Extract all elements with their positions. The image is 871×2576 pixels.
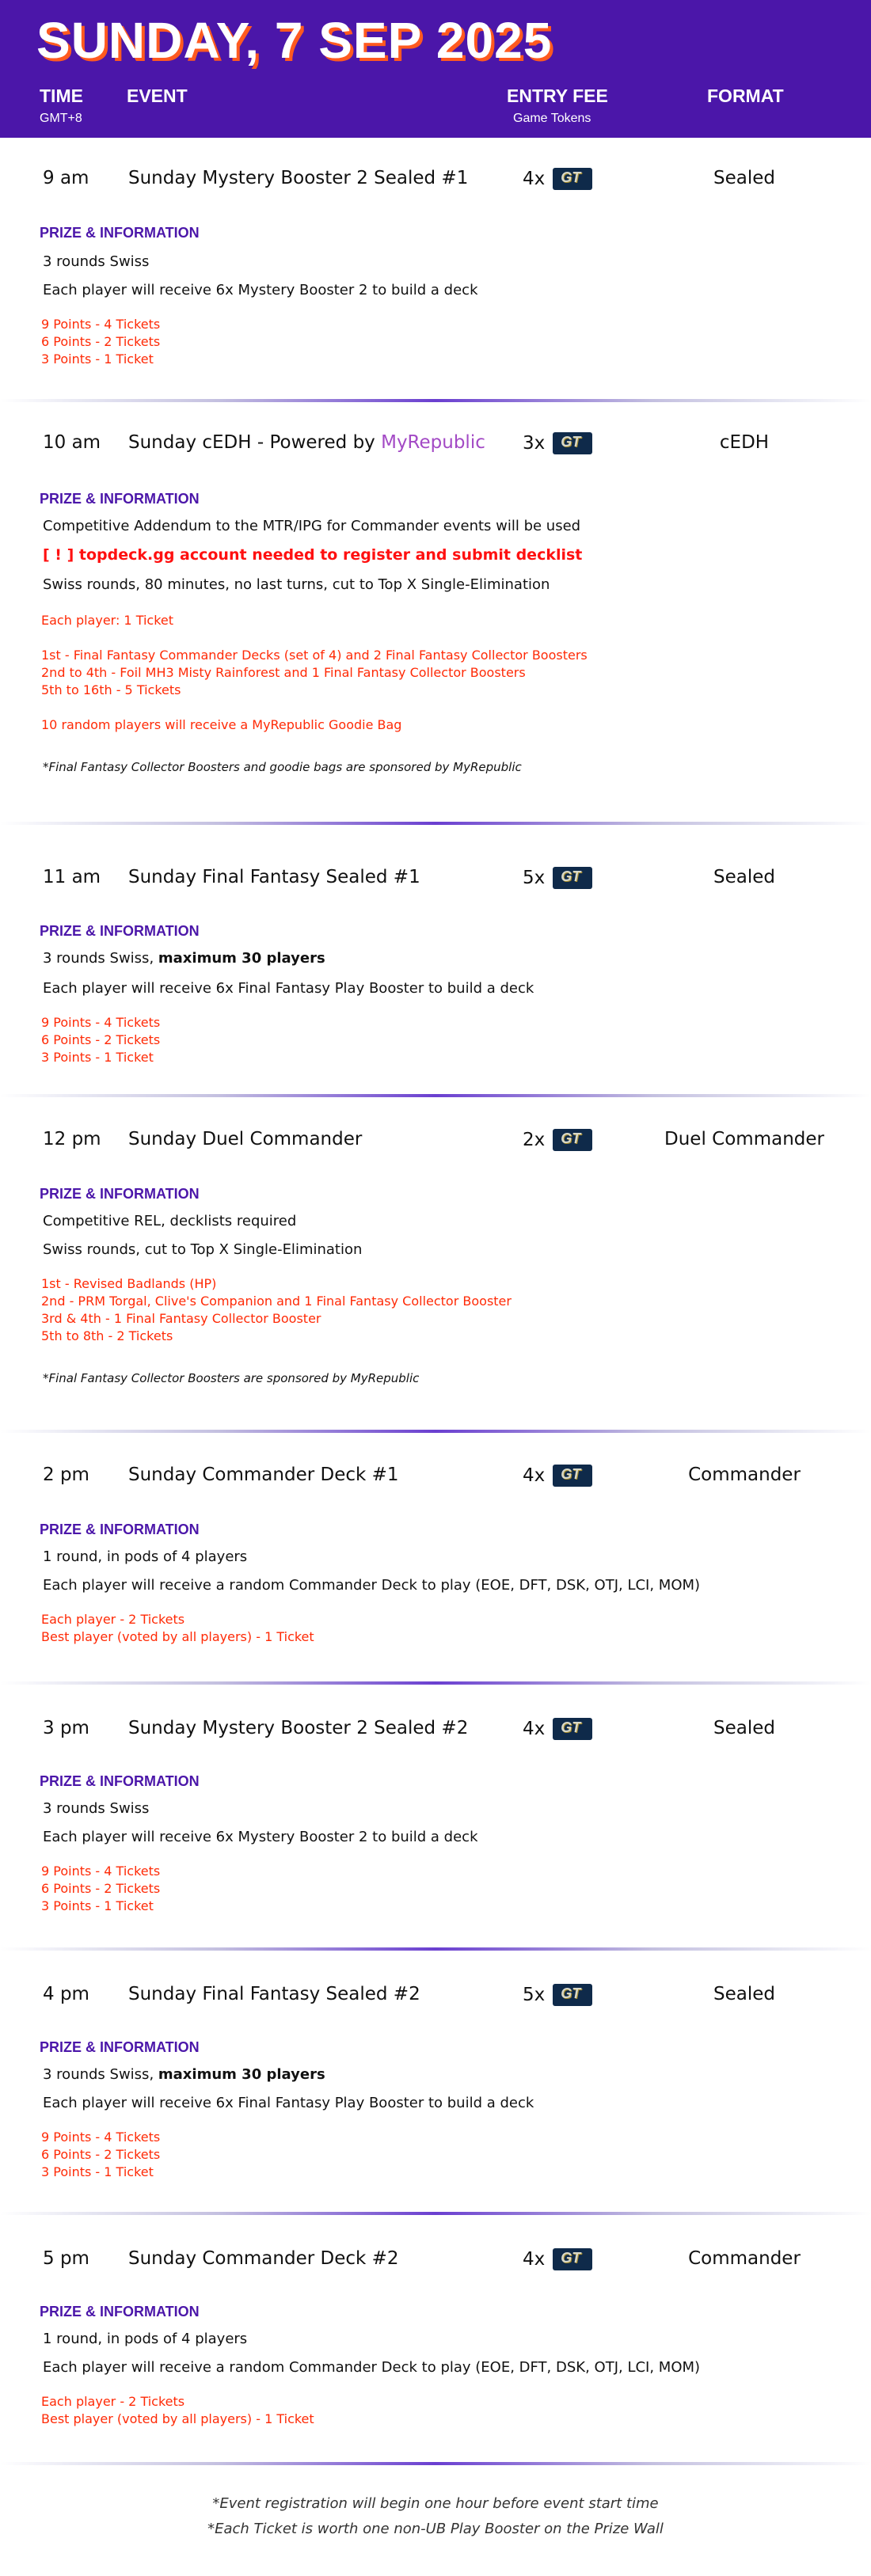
prize-line: 3 Points - 1 Ticket bbox=[41, 2164, 154, 2179]
prize-line: 3rd & 4th - 1 Final Fantasy Collector Booster bbox=[41, 1311, 321, 1326]
prize-line: 2nd - PRM Torgal, Clive's Companion and 1 Final Fantasy Collector Booster bbox=[41, 1294, 512, 1309]
prize-line: 1st - Revised Badlands (HP) bbox=[41, 1276, 217, 1291]
event-entry-fee bbox=[523, 1129, 592, 1151]
sponsor-note: *Final Fantasy Collector Boosters are sponsored by MyRepublic bbox=[43, 1371, 420, 1385]
event-row bbox=[0, 1718, 871, 1750]
event-time: 3 pm bbox=[43, 1718, 89, 1738]
prize-line: 9 Points - 4 Tickets bbox=[41, 317, 161, 332]
event-details bbox=[40, 1773, 831, 1913]
event-info-line: Each player will receive 6x Final Fantasy Play Booster to build a deck bbox=[43, 980, 534, 997]
event-block bbox=[0, 1433, 871, 1685]
event-details bbox=[40, 2304, 831, 2426]
event-entry-fee bbox=[523, 1718, 592, 1740]
page-title: SUNDAY, 7 SEP 2025 bbox=[36, 12, 553, 69]
event-info-line: 1 round, in pods of 4 players bbox=[43, 2331, 248, 2347]
event-row bbox=[0, 1129, 871, 1161]
footer-ticket-note: *Each Ticket is worth one non-UB Play Booster on the Prize Wall bbox=[207, 2521, 664, 2537]
event-block bbox=[0, 138, 871, 401]
event-format: cEDH bbox=[719, 432, 770, 453]
event-row bbox=[0, 432, 871, 464]
event-info-line: 3 rounds Swiss, maximum 30 players bbox=[43, 2066, 325, 2083]
event-entry-fee bbox=[523, 2248, 592, 2270]
footer-registration-note: *Event registration will begin one hour before event start time bbox=[212, 2495, 659, 2512]
event-entry-fee bbox=[523, 867, 592, 889]
event-block bbox=[0, 402, 871, 823]
event-format: Duel Commander bbox=[664, 1129, 824, 1149]
event-block bbox=[0, 1097, 871, 1430]
prize-line: 6 Points - 2 Tickets bbox=[41, 1032, 161, 1047]
event-divider bbox=[0, 2462, 871, 2465]
event-entry-fee bbox=[523, 168, 592, 190]
event-time: 9 am bbox=[43, 168, 89, 188]
event-name: Sunday Commander Deck #1 bbox=[128, 1465, 399, 1485]
event-info-line: Competitive REL, decklists required bbox=[43, 1213, 297, 1229]
event-entry-fee bbox=[523, 1465, 592, 1487]
event-time: 2 pm bbox=[43, 1465, 89, 1485]
fee-amount: 5x bbox=[523, 868, 546, 888]
prize-line: 9 Points - 4 Tickets bbox=[41, 1015, 161, 1030]
event-name: Sunday Duel Commander bbox=[128, 1129, 363, 1149]
column-header-time: TIME bbox=[40, 85, 83, 106]
prize-line: 6 Points - 2 Tickets bbox=[41, 1881, 161, 1896]
event-format: Sealed bbox=[713, 1718, 775, 1738]
event-time: 10 am bbox=[43, 432, 101, 453]
prize-line: 9 Points - 4 Tickets bbox=[41, 2130, 161, 2145]
fee-amount: 4x bbox=[523, 2249, 546, 2270]
game-token-icon: GT bbox=[553, 1984, 592, 2006]
event-name: Sunday Final Fantasy Sealed #1 bbox=[128, 867, 420, 887]
event-info-line: 1 round, in pods of 4 players bbox=[43, 1548, 248, 1565]
game-token-icon: GT bbox=[553, 867, 592, 889]
event-time: 11 am bbox=[43, 867, 101, 887]
game-token-icon: GT bbox=[553, 1718, 592, 1740]
column-subheader-game-tokens: Game Tokens bbox=[513, 112, 591, 125]
event-entry-fee bbox=[523, 432, 592, 454]
event-block bbox=[0, 1951, 871, 2213]
game-token-icon: GT bbox=[553, 1465, 592, 1487]
prize-line: 5th to 8th - 2 Tickets bbox=[41, 1328, 173, 1343]
prize-line: 3 Points - 1 Ticket bbox=[41, 1050, 154, 1065]
prize-line: Each player - 2 Tickets bbox=[41, 2394, 185, 2409]
fee-amount: 3x bbox=[523, 433, 546, 454]
event-name: Sunday Final Fantasy Sealed #2 bbox=[128, 1984, 420, 2004]
game-token-icon: GT bbox=[553, 432, 592, 454]
prize-info-heading: PRIZE & INFORMATION bbox=[40, 2304, 200, 2320]
event-row bbox=[0, 1465, 871, 1496]
prize-info-heading: PRIZE & INFORMATION bbox=[40, 1773, 200, 1789]
prize-line: Best player (voted by all players) - 1 Ticket bbox=[41, 2411, 314, 2426]
sponsor-note: *Final Fantasy Collector Boosters and goodie bags are sponsored by MyRepublic bbox=[43, 760, 522, 774]
prize-info-heading: PRIZE & INFORMATION bbox=[40, 1186, 200, 1202]
event-row bbox=[0, 168, 871, 199]
fee-amount: 4x bbox=[523, 169, 546, 189]
fee-amount: 5x bbox=[523, 1985, 546, 2005]
game-token-icon: GT bbox=[553, 168, 592, 190]
event-entry-fee bbox=[523, 1984, 592, 2006]
fee-amount: 2x bbox=[523, 1130, 546, 1150]
event-name: Sunday Mystery Booster 2 Sealed #1 bbox=[128, 168, 469, 188]
event-name: Sunday Mystery Booster 2 Sealed #2 bbox=[128, 1718, 469, 1738]
column-header-entry-fee: ENTRY FEE bbox=[507, 85, 608, 106]
prize-line: Each player: 1 Ticket bbox=[41, 613, 174, 628]
event-format: Sealed bbox=[713, 168, 775, 188]
event-time: 12 pm bbox=[43, 1129, 101, 1149]
event-block bbox=[0, 2215, 871, 2465]
event-details bbox=[40, 1522, 831, 1644]
event-format: Commander bbox=[688, 1465, 801, 1485]
account-requirement-alert: [ ! ] topdeck.gg account needed to register and submit decklist bbox=[43, 546, 583, 564]
event-format: Sealed bbox=[713, 1984, 775, 2004]
prize-line: 9 Points - 4 Tickets bbox=[41, 1864, 161, 1879]
event-details bbox=[40, 225, 831, 367]
prize-info-heading: PRIZE & INFORMATION bbox=[40, 491, 200, 507]
event-info-line: Competitive Addendum to the MTR/IPG for Commander events will be used bbox=[43, 518, 581, 534]
event-time: 5 pm bbox=[43, 2248, 89, 2269]
fee-amount: 4x bbox=[523, 1465, 546, 1486]
event-block bbox=[0, 825, 871, 1094]
event-details bbox=[40, 2039, 831, 2179]
event-info-line: Swiss rounds, cut to Top X Single-Elimination bbox=[43, 1241, 363, 1258]
event-info-line: Each player will receive 6x Final Fantasy Play Booster to build a deck bbox=[43, 2095, 534, 2111]
event-details bbox=[40, 1186, 831, 1385]
event-info-line: 3 rounds Swiss, maximum 30 players bbox=[43, 950, 325, 967]
prize-line: 3 Points - 1 Ticket bbox=[41, 1898, 154, 1913]
prize-line: 3 Points - 1 Ticket bbox=[41, 351, 154, 367]
prize-info-heading: PRIZE & INFORMATION bbox=[40, 1522, 200, 1537]
event-details bbox=[40, 491, 831, 774]
event-name: Sunday Commander Deck #2 bbox=[128, 2248, 399, 2269]
prize-info-heading: PRIZE & INFORMATION bbox=[40, 923, 200, 939]
column-subheader-timezone: GMT+8 bbox=[40, 112, 82, 125]
prize-line: 1st - Final Fantasy Commander Decks (set of 4) and 2 Final Fantasy Collector Boosters bbox=[41, 648, 588, 663]
event-row bbox=[0, 867, 871, 899]
event-info-line: Each player will receive a random Commander Deck to play (EOE, DFT, DSK, OTJ, LCI, MOM) bbox=[43, 2359, 701, 2376]
event-block bbox=[0, 1685, 871, 1949]
prize-line: Best player (voted by all players) - 1 Ticket bbox=[41, 1629, 314, 1644]
event-format: Commander bbox=[688, 2248, 801, 2269]
prize-info-heading: PRIZE & INFORMATION bbox=[40, 225, 200, 241]
event-row bbox=[0, 2248, 871, 2280]
event-details bbox=[40, 923, 831, 1065]
event-name: Sunday cEDH - Powered by MyRepublic bbox=[128, 432, 485, 453]
event-info-line: Each player will receive 6x Mystery Booster 2 to build a deck bbox=[43, 1829, 478, 1845]
prize-line: 2nd to 4th - Foil MH3 Misty Rainforest and 1 Final Fantasy Collector Boosters bbox=[41, 665, 526, 680]
prize-info-heading: PRIZE & INFORMATION bbox=[40, 2039, 200, 2055]
prize-line: Each player - 2 Tickets bbox=[41, 1612, 185, 1627]
event-info-line: 3 rounds Swiss bbox=[43, 1800, 150, 1817]
column-header-format: FORMAT bbox=[707, 85, 784, 106]
event-info-line: Each player will receive a random Commander Deck to play (EOE, DFT, DSK, OTJ, LCI, MOM) bbox=[43, 1577, 701, 1594]
schedule-header bbox=[0, 0, 871, 138]
fee-amount: 4x bbox=[523, 1719, 546, 1739]
event-info-line: 3 rounds Swiss bbox=[43, 253, 150, 270]
prize-line: 6 Points - 2 Tickets bbox=[41, 2147, 161, 2162]
event-info-line: Swiss rounds, 80 minutes, no last turns, cut to Top X Single-Elimination bbox=[43, 576, 550, 593]
event-info-line: Each player will receive 6x Mystery Booster 2 to build a deck bbox=[43, 282, 478, 298]
sponsor-brand: MyRepublic bbox=[381, 432, 485, 453]
prize-line: 6 Points - 2 Tickets bbox=[41, 334, 161, 349]
prize-line: 5th to 16th - 5 Tickets bbox=[41, 682, 181, 697]
game-token-icon: GT bbox=[553, 1129, 592, 1151]
game-token-icon: GT bbox=[553, 2248, 592, 2270]
prize-line: 10 random players will receive a MyRepublic Goodie Bag bbox=[41, 717, 402, 732]
event-format: Sealed bbox=[713, 867, 775, 887]
event-time: 4 pm bbox=[43, 1984, 89, 2004]
column-header-event: EVENT bbox=[127, 85, 188, 106]
event-row bbox=[0, 1984, 871, 2016]
